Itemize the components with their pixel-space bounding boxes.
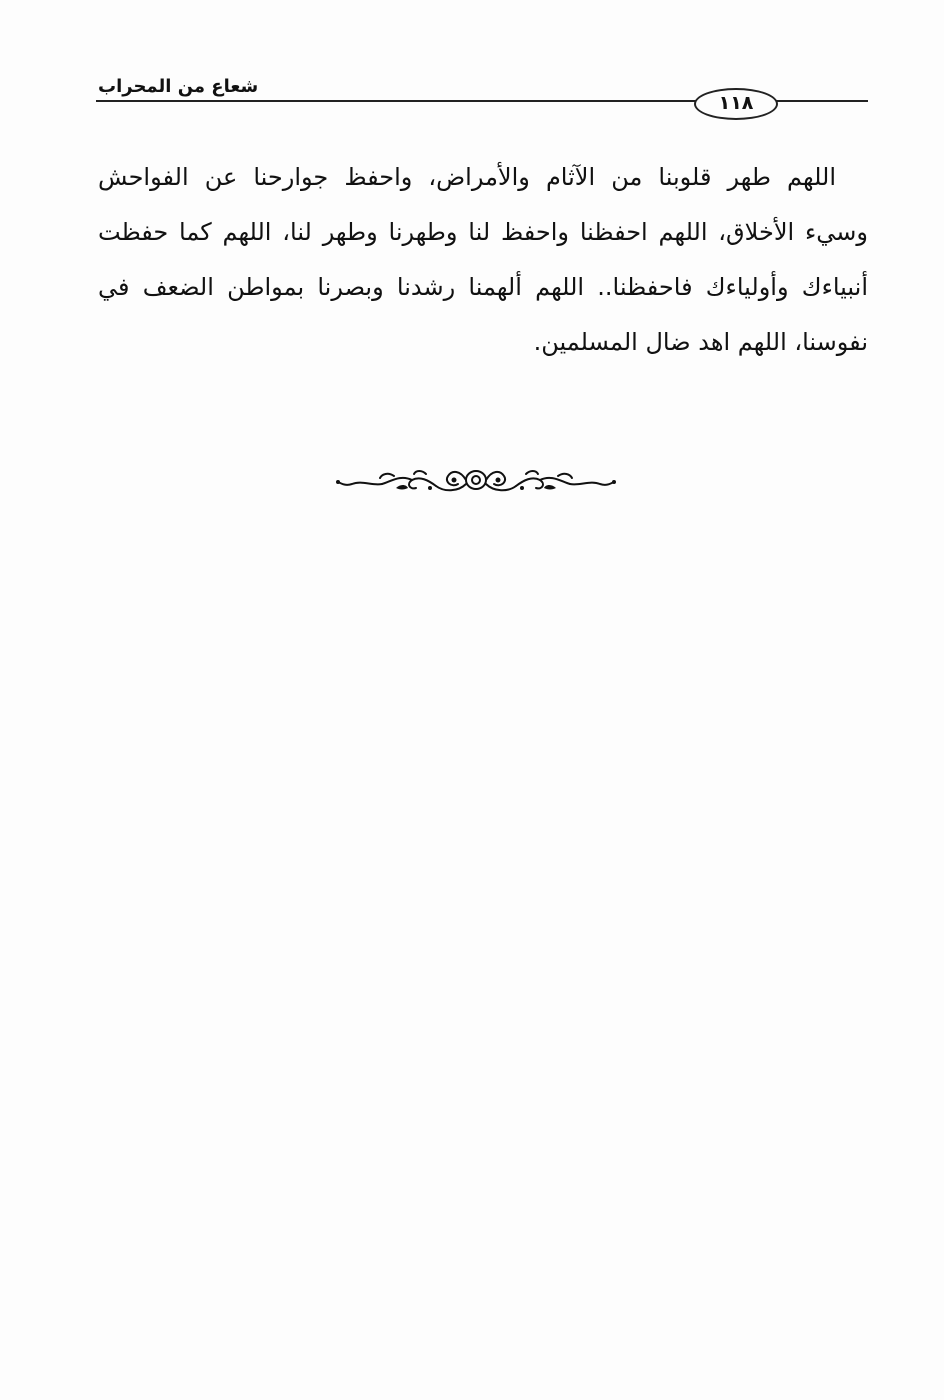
book-title: شعاع من المحراب <box>98 76 259 97</box>
paragraph-line: اللهم طهر قلوبنا من الآثام والأمراض، واحفظ جوارحنا عن الفواحش <box>98 163 836 191</box>
decorative-divider-icon <box>334 462 618 498</box>
paragraph-line: وسيء الأخلاق، اللهم احفظنا واحفظ لنا وطهرنا وطهر لنا، اللهم كما حفظت <box>98 218 868 246</box>
prayer-paragraph <box>98 150 868 370</box>
paragraph-line: أنبياءك وأولياءك فاحفظنا.. اللهم ألهمنا رشدنا وبصرنا بمواطن الضعف في <box>98 273 868 301</box>
paragraph-line: نفوسنا، اللهم اهد ضال المسلمين. <box>533 328 868 356</box>
page-header <box>96 70 868 126</box>
page-number: ١١٨ <box>718 92 754 114</box>
page-number-oval <box>694 88 778 120</box>
